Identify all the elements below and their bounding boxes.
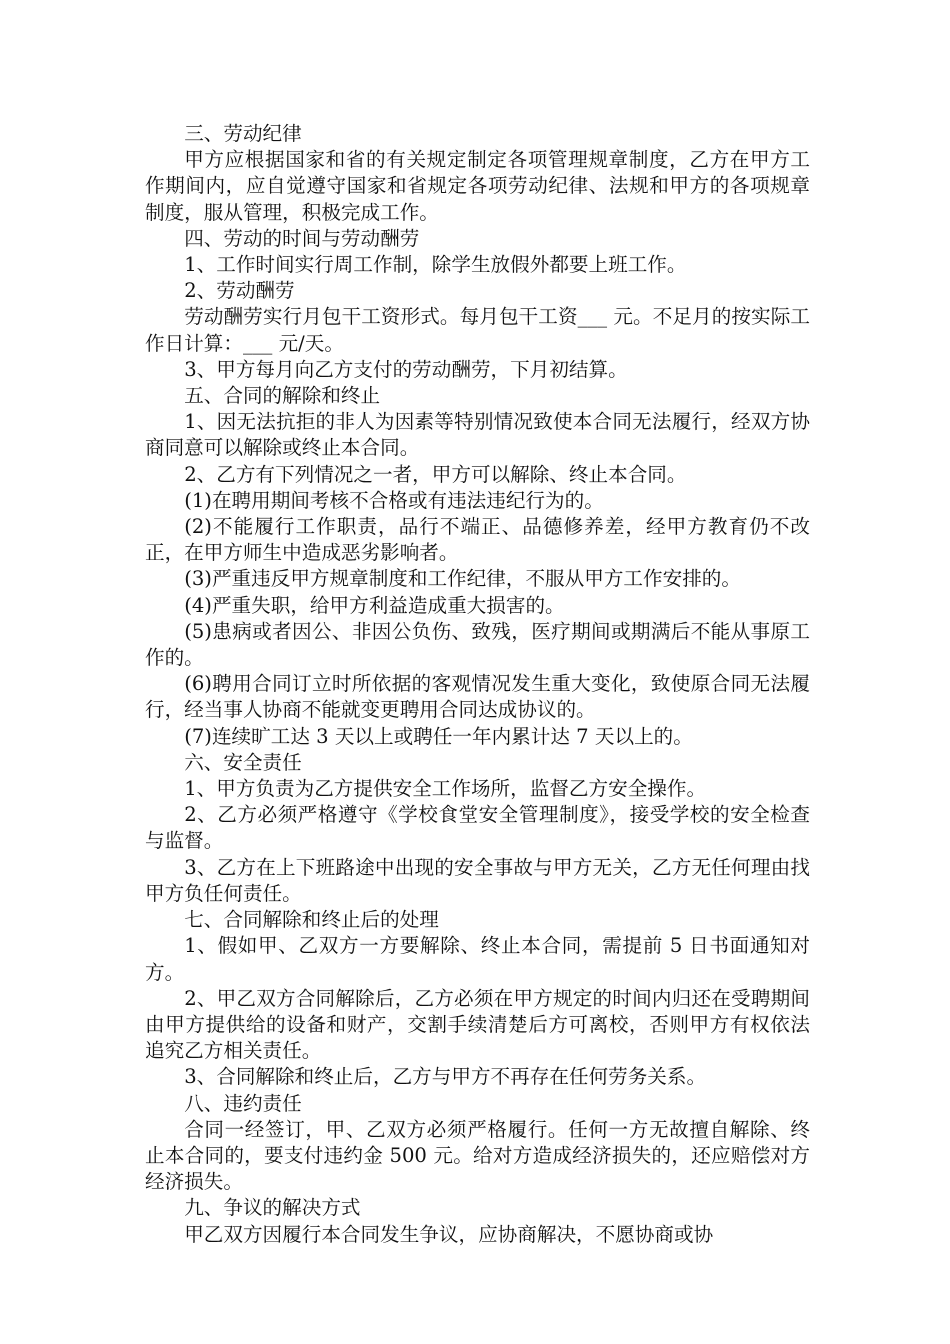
paragraph: 1、因无法抗拒的非人为因素等特别情况致使本合同无法履行，经双方协商同意可以解除或终止本合同。 <box>145 410 810 460</box>
paragraph: 合同一经签订，甲、乙双方必须严格履行。任何一方无故擅自解除、终止本合同的，要支付违约金 500 元。给对方造成经济损失的，还应赔偿对方经济损失。 <box>145 1117 810 1194</box>
paragraph: 2、甲乙双方合同解除后，乙方必须在甲方规定的时间内归还在受聘期间由甲方提供给的设备和财产，交割手续清楚后方可离校，否则甲方有权依法追究乙方相关责任。 <box>145 986 810 1063</box>
paragraph: 2、乙方有下列情况之一者，甲方可以解除、终止本合同。 <box>184 462 687 486</box>
section-heading: 九、争议的解决方式 <box>184 1196 361 1220</box>
list-item: (4)严重失职，给甲方利益造成重大损害的。 <box>184 593 565 617</box>
list-item: (3)严重违反甲方规章制度和工作纪律，不服从甲方工作安排的。 <box>184 567 741 591</box>
paragraph: 1、工作时间实行周工作制，除学生放假外都要上班工作。 <box>184 253 687 277</box>
list-item: (2)不能履行工作职责，品行不端正、品德修养差，经甲方教育仍不改正，在甲方师生中造成恶劣影响者。 <box>145 515 810 565</box>
document-body <box>145 121 810 1248</box>
list-item: (6)聘用合同订立时所依据的客观情况发生重大变化，致使原合同无法履行，经当事人协商不能就变更聘用合同达成协议的。 <box>145 672 810 722</box>
paragraph: 甲乙双方因履行本合同发生争议，应协商解决，不愿协商或协 <box>184 1222 714 1246</box>
paragraph: 甲方应根据国家和省的有关规定制定各项管理规章制度，乙方在甲方工作期间内，应自觉遵守国家和省规定各项劳动纪律、法规和甲方的各项规章制度，服从管理，积极完成工作。 <box>145 148 810 224</box>
section-heading: 五、合同的解除和终止 <box>184 384 381 408</box>
section-heading: 七、合同解除和终止后的处理 <box>184 908 439 932</box>
list-item: (5)患病或者因公、非因公负伤、致残，医疗期间或期满后不能从事原工作的。 <box>145 619 810 670</box>
section-heading: 六、安全责任 <box>184 750 302 774</box>
list-item: (1)在聘用期间考核不合格或有违法违纪行为的。 <box>184 488 604 512</box>
paragraph: 3、合同解除和终止后，乙方与甲方不再存在任何劳务关系。 <box>184 1065 707 1089</box>
paragraph: 3、乙方在上下班路途中出现的安全事故与甲方无关，乙方无任何理由找甲方负任何责任。 <box>145 855 810 905</box>
paragraph: 劳动酬劳实行月包干工资形式。每月包干工资___ 元。不足月的按实际工作日计算：___ 元/天。 <box>145 305 810 355</box>
paragraph: 1、甲方负责为乙方提供安全工作场所，监督乙方安全操作。 <box>184 777 707 801</box>
paragraph: 2、劳动酬劳 <box>184 279 295 303</box>
paragraph: 2、乙方必须严格遵守《学校食堂安全管理制度》，接受学校的安全检查与监督。 <box>145 803 810 853</box>
paragraph: 1、假如甲、乙双方一方要解除、终止本合同，需提前 5 日书面通知对方。 <box>145 934 810 984</box>
section-heading: 三、劳动纪律 <box>184 122 302 145</box>
list-item: (7)连续旷工达 3 天以上或聘任一年内累计达 7 天以上的。 <box>184 724 693 748</box>
paragraph: 3、甲方每月向乙方支付的劳动酬劳，下月初结算。 <box>184 357 628 381</box>
section-heading: 四、劳动的时间与劳动酬劳 <box>184 226 420 250</box>
section-heading: 八、违约责任 <box>184 1091 302 1115</box>
